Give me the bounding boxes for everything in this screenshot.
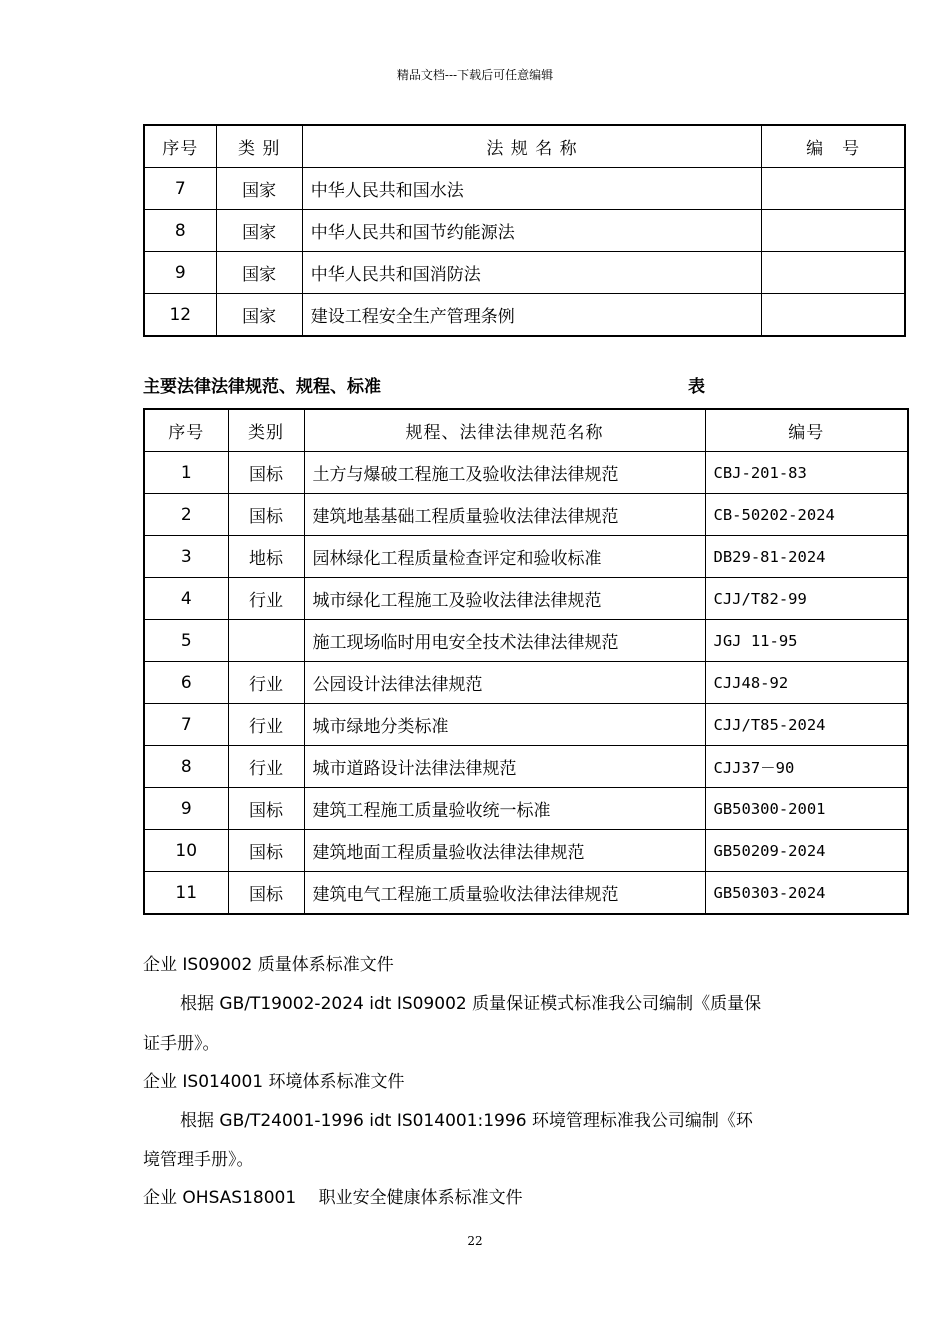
cell-category: 国标 [228, 494, 304, 536]
cell-name: 土方与爆破工程施工及验收法律法律规范 [304, 452, 705, 494]
table-row [144, 294, 905, 337]
cell-category: 国标 [228, 830, 304, 872]
column-header-no: 序号 [144, 409, 228, 452]
cell-name: 城市绿地分类标准 [304, 704, 705, 746]
cell-name: 中华人民共和国消防法 [302, 252, 762, 294]
cell-no: 5 [144, 620, 228, 662]
standards-table-title-text: 主要法律法律规范、规程、标准 [143, 377, 381, 397]
table-row [144, 620, 908, 662]
column-header-name: 法 规 名 称 [302, 125, 762, 168]
cell-no: 11 [144, 872, 228, 915]
cell-code: CB-50202-2024 [705, 494, 908, 536]
cell-no: 10 [144, 830, 228, 872]
cell-name: 建筑地面工程质量验收法律法律规范 [304, 830, 705, 872]
column-header-category: 类 别 [216, 125, 302, 168]
cell-no: 1 [144, 452, 228, 494]
cell-no: 9 [144, 252, 216, 294]
cell-name: 建筑工程施工质量验收统一标准 [304, 788, 705, 830]
cell-category: 国家 [216, 210, 302, 252]
paragraph-iso9002-heading: 企业 IS09002 质量体系标准文件 [143, 955, 394, 975]
cell-category: 行业 [228, 662, 304, 704]
table-row [144, 210, 905, 252]
cell-category: 国家 [216, 252, 302, 294]
cell-name: 中华人民共和国水法 [302, 168, 762, 210]
cell-code: JGJ 11-95 [705, 620, 908, 662]
page-header-note: 精品文档---下载后可任意编辑 [396, 68, 554, 82]
table-row [144, 746, 908, 788]
cell-name: 公园设计法律法律规范 [304, 662, 705, 704]
regulations-table [143, 124, 906, 337]
cell-name: 建筑电气工程施工质量验收法律法律规范 [304, 872, 705, 915]
cell-category: 行业 [228, 704, 304, 746]
cell-category: 国标 [228, 872, 304, 915]
cell-name: 园林绿化工程质量检查评定和验收标准 [304, 536, 705, 578]
cell-code: GB50300-2001 [705, 788, 908, 830]
paragraph-iso14001-heading: 企业 IS014001 环境体系标准文件 [143, 1072, 405, 1092]
cell-category: 地标 [228, 536, 304, 578]
paragraph-iso14001-body: 根据 GB/T24001-1996 idt IS014001:1996 环境管理标准我公司编制《环 [180, 1111, 753, 1131]
cell-code: CJJ48-92 [705, 662, 908, 704]
column-header-category: 类别 [228, 409, 304, 452]
standards-table-title [143, 372, 713, 397]
cell-name: 中华人民共和国节约能源法 [302, 210, 762, 252]
column-header-no: 序号 [144, 125, 216, 168]
cell-code: CJJ37－90 [705, 746, 908, 788]
paragraph-iso9002-body: 根据 GB/T19002-2024 idt IS09002 质量保证模式标准我公司编制《质量保 [180, 994, 762, 1014]
table-row [144, 578, 908, 620]
table-row [144, 168, 905, 210]
cell-name: 城市绿化工程施工及验收法律法律规范 [304, 578, 705, 620]
cell-category: 国家 [216, 294, 302, 337]
cell-code: CJJ/T82-99 [705, 578, 908, 620]
cell-no: 8 [144, 746, 228, 788]
cell-category: 行业 [228, 578, 304, 620]
cell-no: 6 [144, 662, 228, 704]
column-header-code: 编 号 [762, 125, 905, 168]
cell-code: DB29-81-2024 [705, 536, 908, 578]
cell-no: 7 [144, 704, 228, 746]
cell-category: 国标 [228, 788, 304, 830]
cell-no: 12 [144, 294, 216, 337]
table-row [144, 252, 905, 294]
cell-category: 国标 [228, 452, 304, 494]
cell-code: CBJ-201-83 [705, 452, 908, 494]
cell-name: 城市道路设计法律法律规范 [304, 746, 705, 788]
cell-code: GB50303-2024 [705, 872, 908, 915]
cell-name: 施工现场临时用电安全技术法律法律规范 [304, 620, 705, 662]
cell-code [762, 294, 905, 337]
paragraph-ohsas-heading: 企业 OHSAS18001 职业安全健康体系标准文件 [143, 1188, 523, 1208]
cell-code [762, 210, 905, 252]
paragraph-iso9002-body-cont: 证手册》。 [143, 1034, 220, 1054]
paragraph-iso14001-body-cont: 境管理手册》。 [143, 1150, 254, 1170]
cell-name: 建筑地基基础工程质量验收法律法律规范 [304, 494, 705, 536]
table-row [144, 494, 908, 536]
table-row [144, 788, 908, 830]
cell-category [228, 620, 304, 662]
cell-no: 9 [144, 788, 228, 830]
column-header-code: 编号 [705, 409, 908, 452]
standards-table-title-suffix: 表 [688, 377, 705, 397]
table-header-row [144, 409, 908, 452]
table-row [144, 662, 908, 704]
table-header-row [144, 125, 905, 168]
table-row [144, 830, 908, 872]
table-row [144, 872, 908, 915]
cell-no: 3 [144, 536, 228, 578]
cell-no: 2 [144, 494, 228, 536]
cell-category: 国家 [216, 168, 302, 210]
cell-no: 8 [144, 210, 216, 252]
cell-no: 7 [144, 168, 216, 210]
table-row [144, 536, 908, 578]
page-number: 22 [467, 1234, 483, 1248]
cell-no: 4 [144, 578, 228, 620]
table-row [144, 452, 908, 494]
cell-code [762, 252, 905, 294]
cell-category: 行业 [228, 746, 304, 788]
cell-code: GB50209-2024 [705, 830, 908, 872]
standards-table [143, 408, 909, 915]
cell-name: 建设工程安全生产管理条例 [302, 294, 762, 337]
table-row [144, 704, 908, 746]
column-header-name: 规程、法律法律规范名称 [304, 409, 705, 452]
cell-code [762, 168, 905, 210]
cell-code: CJJ/T85-2024 [705, 704, 908, 746]
